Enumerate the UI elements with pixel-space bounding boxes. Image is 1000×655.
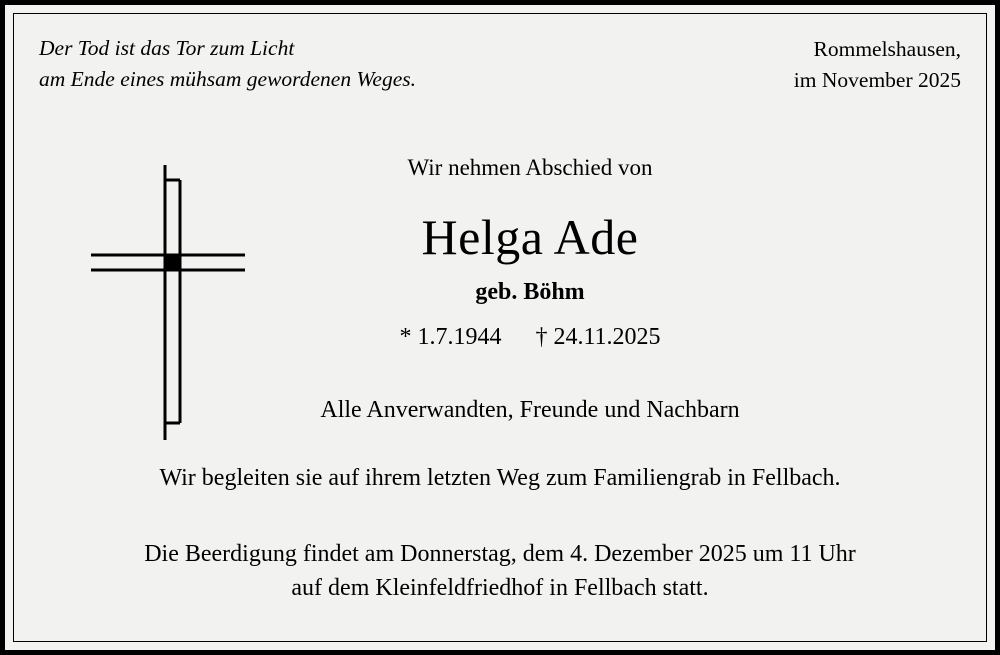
main-block [5,153,995,424]
deceased-name: Helga Ade [421,208,639,265]
lead-text: Wir nehmen Abschied von [407,155,653,180]
motto-line-2: am Ende eines mühsam gewordenen Weges. [39,66,416,91]
life-dates [65,324,995,351]
funeral-details [5,538,995,605]
date: im November 2025 [793,67,961,92]
place: Rommelshausen, [813,37,961,61]
death-date: † 24.11.2025 [535,323,661,350]
birth-date: * 1.7.1944 [399,323,502,350]
relatives-line: Alle Anverwandten, Freunde und Nachbarn [320,396,740,423]
funeral-line-2: auf dem Kleinfeldfriedhof in Fellbach statt. [291,574,709,601]
accompany-line: Wir begleiten sie auf ihrem letzten Weg zum Familiengrab in Fellbach. [159,465,841,491]
notice-content [5,5,995,650]
motto-line-1: Der Tod ist das Tor zum Licht [39,36,295,60]
funeral-line-1: Die Beerdigung findet am Donnerstag, dem 4. Dezember 2025 um 11 Uhr [144,541,856,568]
place-and-date [794,33,961,95]
header-row [39,33,961,95]
closing-block [5,463,995,605]
maiden-name: geb. Böhm [475,278,585,305]
motto [39,33,416,94]
